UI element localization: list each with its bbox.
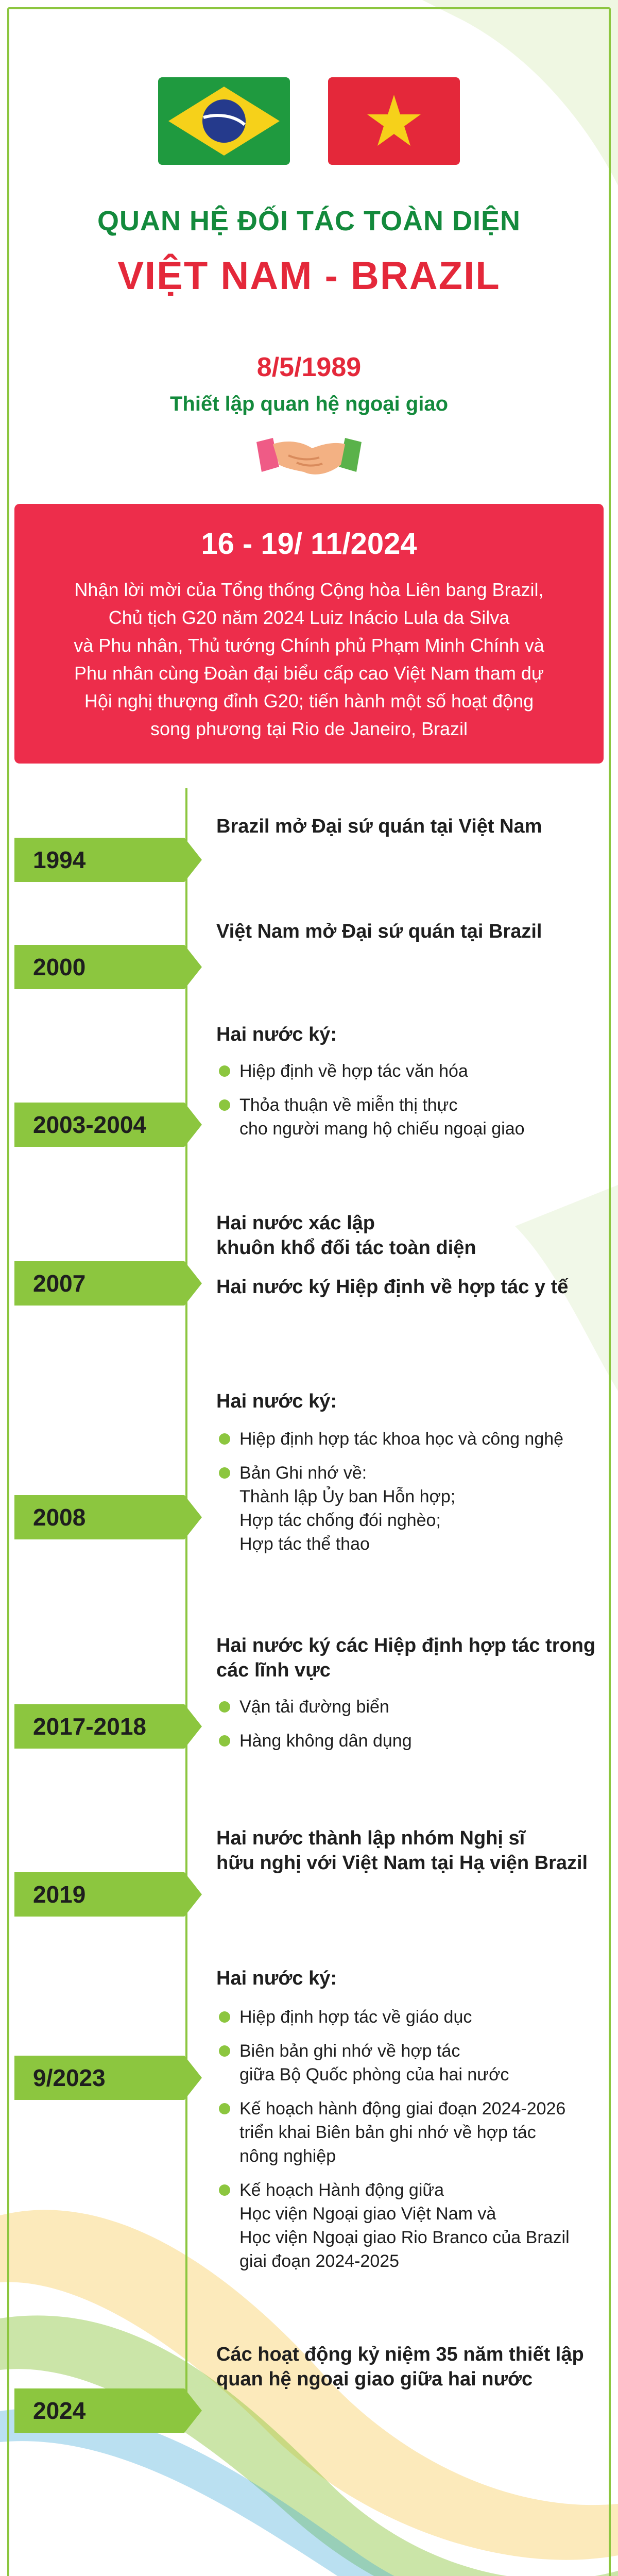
list-item-line: Thỏa thuận về miễn thị thực [239, 1095, 458, 1115]
handshake-icon [252, 427, 366, 483]
list-item [219, 1427, 597, 1451]
list-item-line: nông nghiệp [239, 2146, 336, 2166]
event-list [219, 1695, 597, 1763]
list-item [219, 1059, 597, 1083]
event-title [216, 1966, 597, 1991]
bullet-icon [219, 1099, 230, 1111]
year-tag: 2024 [14, 2388, 184, 2433]
year-tag: 2019 [14, 1872, 184, 1917]
highlight-text [35, 576, 583, 743]
list-item [219, 2097, 597, 2168]
bullet-icon [219, 2184, 230, 2196]
list-item-line: Bản Ghi nhớ về: [239, 1463, 367, 1483]
flags-row [0, 77, 618, 165]
event-title-line: Các hoạt động kỷ niệm 35 năm thiết lập [216, 2344, 584, 2365]
list-item-line: Học viện Ngoại giao Rio Branco của Brazil [239, 2228, 570, 2247]
page-title-line1: QUAN HỆ ĐỐI TÁC TOÀN DIỆN [97, 206, 521, 236]
bullet-icon [219, 1065, 230, 1077]
year-tag: 2000 [14, 945, 184, 989]
event-title-line: Hai nước ký: [216, 1024, 337, 1045]
page-title-line2: VIỆT NAM - BRAZIL [117, 254, 501, 298]
list-item-line: Kế hoạch Hành động giữa [239, 2180, 444, 2200]
highlight-line: Chủ tịch G20 năm 2024 Luiz Inácio Lula da Silva [108, 607, 510, 628]
highlight-line: và Phu nhân, Thủ tướng Chính phủ Phạm Minh Chính và [74, 635, 544, 656]
timeline-line [185, 788, 187, 2401]
year-tag: 1994 [14, 838, 184, 882]
bullet-icon [219, 2103, 230, 2114]
event-title [216, 1389, 597, 1414]
list-item [219, 1729, 597, 1753]
event-title-line: Hai nước thành lập nhóm Nghị sĩ [216, 1827, 525, 1849]
list-item-line: Học viện Ngoại giao Việt Nam và [239, 2204, 496, 2224]
event-title-line: Brazil mở Đại sứ quán tại Việt Nam [216, 816, 542, 837]
bullet-icon [219, 1467, 230, 1479]
list-item-line: Hàng không dân dụng [239, 1731, 412, 1751]
highlight-box [14, 504, 604, 764]
highlight-line: song phương tại Rio de Janeiro, Brazil [150, 718, 468, 739]
list-item [219, 1695, 597, 1719]
year-tag: 2007 [14, 1261, 184, 1306]
list-item-line: Hợp tác chống đói nghèo; [239, 1511, 441, 1530]
year-tag: 2017-2018 [14, 1704, 184, 1749]
event-title-line: các lĩnh vực [216, 1659, 331, 1681]
event-list [219, 1059, 597, 1151]
list-item-line: cho người mang hộ chiếu ngoại giao [239, 1119, 525, 1139]
list-item-line: Biên bản ghi nhớ về hợp tác [239, 2041, 460, 2061]
event-title-line: Hai nước ký: [216, 1968, 337, 1989]
bullet-icon [219, 2045, 230, 2057]
event-title [216, 919, 597, 944]
established-text: Thiết lập quan hệ ngoại giao [169, 393, 449, 415]
event-title-line: Hai nước ký: [216, 1391, 337, 1412]
list-item-line: Hợp tác thể thao [239, 1534, 370, 1554]
event-title [216, 1211, 597, 1260]
list-item-line: giai đoạn 2024-2025 [239, 2251, 400, 2271]
event-list [219, 1427, 597, 1566]
list-item-line: Hiệp định về hợp tác văn hóa [239, 1061, 468, 1081]
list-item-line: Vận tải đường biển [239, 1697, 389, 1717]
highlight-line: Nhận lời mời của Tổng thống Cộng hòa Liên bang Brazil, [74, 579, 544, 600]
list-item [219, 2178, 597, 2273]
list-item-line: Thành lập Ủy ban Hỗn hợp; [239, 1487, 456, 1506]
event-title [216, 1633, 597, 1683]
list-item [219, 2005, 597, 2029]
year-tag: 2008 [14, 1495, 184, 1539]
event-title [216, 2342, 597, 2392]
brazil-flag-icon [158, 77, 290, 165]
list-item-line: Kế hoạch hành động giai đoạn 2024-2026 [239, 2099, 566, 2119]
event-title-line: khuôn khổ đối tác toàn diện [216, 1237, 476, 1259]
year-tag: 2003-2004 [14, 1103, 184, 1147]
event-list [219, 2005, 597, 2283]
bullet-icon [219, 1701, 230, 1713]
bullet-icon [219, 2011, 230, 2023]
highlight-line: Hội nghị thượng đỉnh G20; tiến hành một số hoạt động [84, 690, 534, 711]
event-title [216, 1826, 597, 1875]
list-item [219, 1093, 597, 1141]
list-item [219, 2039, 597, 2087]
bullet-icon [219, 1433, 230, 1445]
list-item-line: giữa Bộ Quốc phòng của hai nước [239, 2065, 509, 2084]
event-title-line: quan hệ ngoại giao giữa hai nước [216, 2368, 533, 2390]
list-item-line: triển khai Biên bản ghi nhớ về hợp tác [239, 2123, 536, 2142]
list-item [219, 1461, 597, 1556]
list-item-line: Hiệp định hợp tác khoa học và công nghệ [239, 1429, 564, 1449]
event-title-line: Hai nước xác lập [216, 1212, 375, 1234]
vietnam-flag-icon [328, 77, 460, 165]
list-item-line: Hiệp định hợp tác về giáo dục [239, 2007, 472, 2027]
event-title [216, 814, 597, 839]
highlight-line: Phu nhân cùng Đoàn đại biểu cấp cao Việt Nam tham dự [74, 663, 544, 684]
event-title-line: Việt Nam mở Đại sứ quán tại Brazil [216, 921, 542, 942]
event-title-line: hữu nghị với Việt Nam tại Hạ viện Brazil [216, 1852, 588, 1874]
event-title [216, 1022, 597, 1047]
bullet-icon [219, 1735, 230, 1747]
event-title-line: Hai nước ký các Hiệp định hợp tác trong [216, 1635, 596, 1656]
year-tag: 9/2023 [14, 2056, 184, 2100]
established-date: 8/5/1989 [256, 352, 362, 382]
highlight-date: 16 - 19/ 11/2024 [201, 527, 417, 561]
event-title-secondary: Hai nước ký Hiệp định về hợp tác y tế [216, 1276, 569, 1298]
